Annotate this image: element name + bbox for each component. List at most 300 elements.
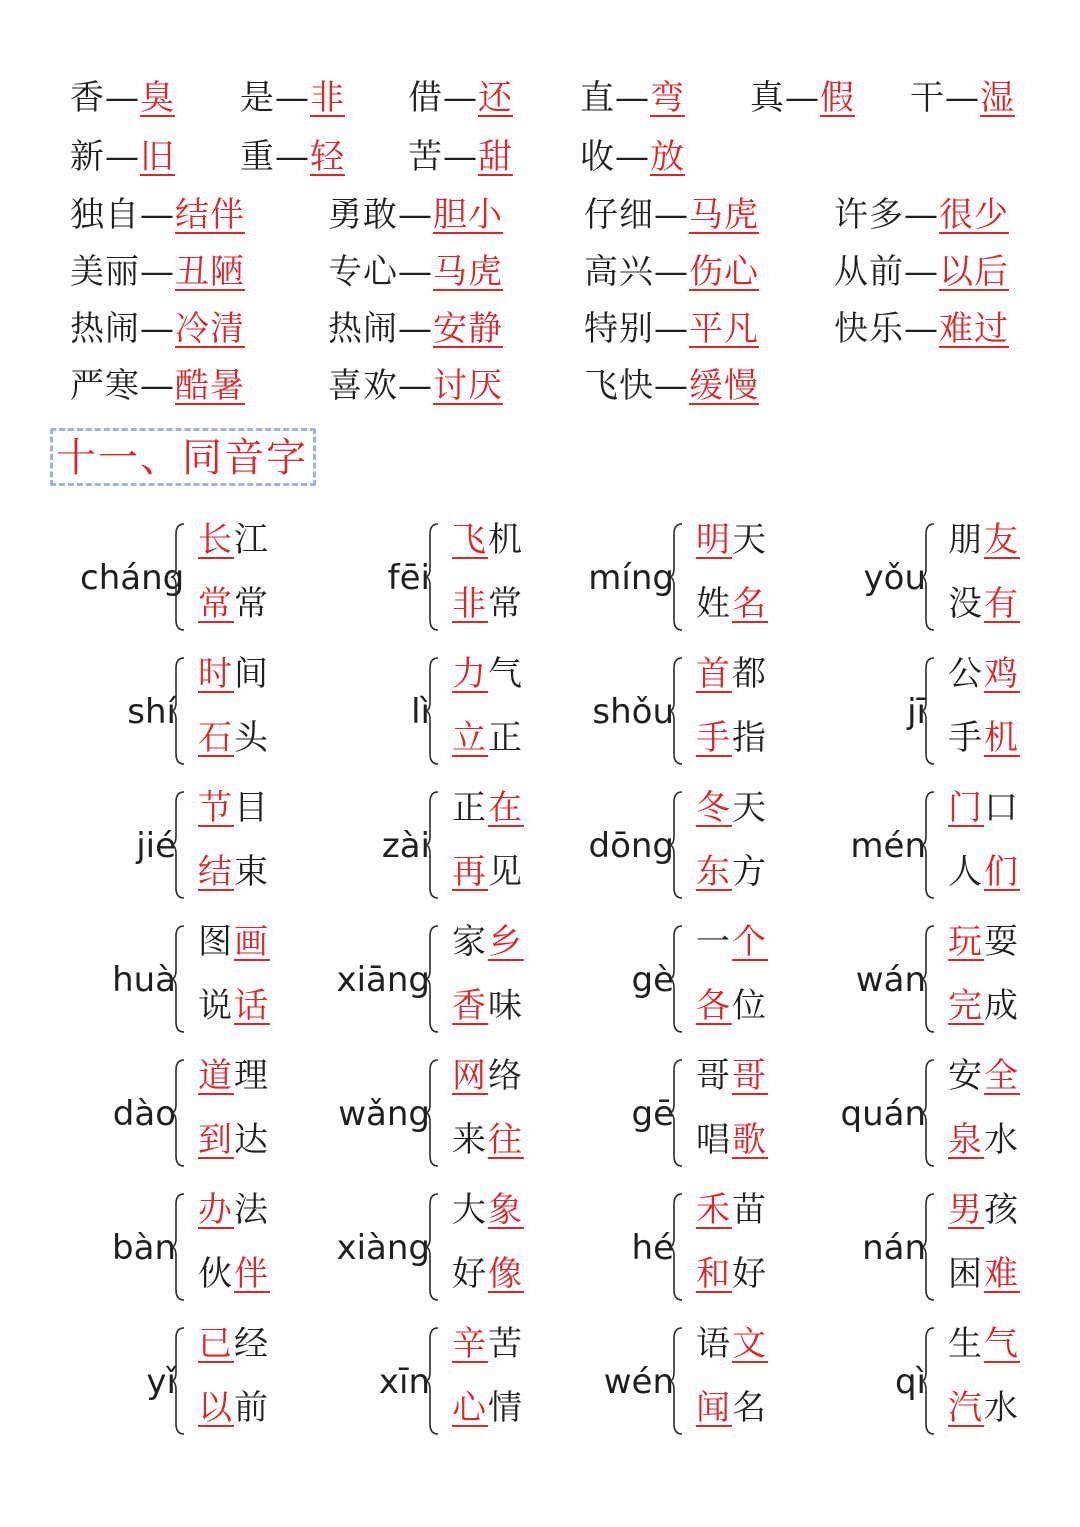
antonym-word: 高兴 bbox=[584, 252, 654, 292]
pinyin-label: hé bbox=[631, 1228, 674, 1268]
word-char-2: 理 bbox=[234, 1056, 270, 1096]
word-char-2: 正 bbox=[488, 718, 524, 758]
word-char-1: 冬 bbox=[696, 788, 732, 828]
antonym-dash: — bbox=[140, 309, 175, 349]
antonym-word: 重 bbox=[240, 137, 275, 177]
antonym-word: 从前 bbox=[834, 252, 904, 292]
word-char-2: 机 bbox=[488, 520, 524, 560]
homophone-group bbox=[578, 648, 848, 778]
antonym-dash: — bbox=[105, 78, 140, 118]
homophone-group bbox=[80, 514, 350, 644]
homophone-word bbox=[696, 986, 768, 1026]
pinyin-label: gē bbox=[631, 1094, 674, 1134]
brace bbox=[668, 1058, 684, 1168]
antonym-answer: 酷暑 bbox=[175, 366, 245, 406]
pinyin-label: shí bbox=[127, 692, 176, 732]
word-char-2: 口 bbox=[984, 788, 1020, 828]
homophone-word bbox=[948, 520, 1020, 560]
brace bbox=[424, 656, 440, 766]
antonym-dash: — bbox=[654, 309, 689, 349]
pinyin-label: fēi bbox=[387, 558, 430, 598]
antonym-dash: — bbox=[398, 309, 433, 349]
homophone-word bbox=[452, 986, 524, 1026]
homophone-word bbox=[948, 1190, 1020, 1230]
word-char-1: 泉 bbox=[948, 1120, 984, 1160]
antonym-dash: — bbox=[443, 137, 478, 177]
homophone-group bbox=[334, 782, 604, 912]
antonym-word: 勇敢 bbox=[328, 195, 398, 235]
antonym-word: 苦 bbox=[408, 137, 443, 177]
pinyin-label: wán bbox=[855, 960, 926, 1000]
homophone-group bbox=[830, 1050, 1080, 1180]
homophone-word bbox=[696, 922, 768, 962]
antonym-word: 借 bbox=[408, 78, 443, 118]
word-char-1: 结 bbox=[198, 852, 234, 892]
antonym-dash: — bbox=[398, 252, 433, 292]
homophone-group bbox=[830, 1184, 1080, 1314]
word-char-2: 江 bbox=[234, 520, 270, 560]
word-char-2: 鸡 bbox=[984, 654, 1020, 694]
word-char-1: 心 bbox=[452, 1388, 488, 1428]
word-char-1: 和 bbox=[696, 1254, 732, 1294]
antonym-dash: — bbox=[275, 137, 310, 177]
word-char-2: 苗 bbox=[732, 1190, 768, 1230]
antonym-word: 收 bbox=[580, 137, 615, 177]
homophone-group bbox=[830, 514, 1080, 644]
antonym-word: 特别 bbox=[584, 309, 654, 349]
antonym-word: 仔细 bbox=[584, 195, 654, 235]
pinyin-label: yǐ bbox=[146, 1362, 176, 1402]
word-char-1: 正 bbox=[452, 788, 488, 828]
homophone-word bbox=[198, 1388, 270, 1428]
homophone-word bbox=[948, 654, 1020, 694]
homophone-word bbox=[452, 718, 524, 758]
word-char-1: 困 bbox=[948, 1254, 984, 1294]
homophone-word bbox=[948, 852, 1020, 892]
word-char-2: 耍 bbox=[984, 922, 1020, 962]
homophone-word bbox=[948, 1254, 1020, 1294]
homophone-word bbox=[696, 1324, 768, 1364]
word-char-1: 香 bbox=[452, 986, 488, 1026]
pinyin-label: qì bbox=[894, 1362, 926, 1402]
antonym-word: 新 bbox=[70, 137, 105, 177]
word-char-2: 哥 bbox=[732, 1056, 768, 1096]
pinyin-label: lì bbox=[411, 692, 430, 732]
homophone-word bbox=[948, 1056, 1020, 1096]
antonym-word: 许多 bbox=[834, 195, 904, 235]
word-char-1: 立 bbox=[452, 718, 488, 758]
word-char-1: 办 bbox=[198, 1190, 234, 1230]
antonym-word: 直 bbox=[580, 78, 615, 118]
brace bbox=[920, 790, 936, 900]
antonym-dash: — bbox=[904, 252, 939, 292]
brace bbox=[170, 790, 186, 900]
brace bbox=[668, 522, 684, 632]
word-char-1: 飞 bbox=[452, 520, 488, 560]
antonym-word: 美丽 bbox=[70, 252, 140, 292]
antonym-pair bbox=[328, 252, 503, 292]
word-char-1: 门 bbox=[948, 788, 984, 828]
homophone-group bbox=[578, 1184, 848, 1314]
section-title: 十一、同音字 bbox=[56, 435, 308, 481]
brace bbox=[170, 1192, 186, 1302]
antonym-word: 是 bbox=[240, 78, 275, 118]
word-char-1: 道 bbox=[198, 1056, 234, 1096]
antonym-answer: 臭 bbox=[140, 78, 175, 118]
homophone-word bbox=[696, 1120, 768, 1160]
brace bbox=[170, 656, 186, 766]
homophone-group bbox=[80, 1050, 350, 1180]
word-char-1: 再 bbox=[452, 852, 488, 892]
word-char-2: 伴 bbox=[234, 1254, 270, 1294]
homophone-group bbox=[334, 1318, 604, 1448]
word-char-2: 常 bbox=[488, 584, 524, 624]
word-char-1: 生 bbox=[948, 1324, 984, 1364]
antonym-pair bbox=[580, 78, 685, 118]
homophone-word bbox=[948, 986, 1020, 1026]
word-char-1: 男 bbox=[948, 1190, 984, 1230]
word-char-2: 指 bbox=[732, 718, 768, 758]
word-char-2: 水 bbox=[984, 1120, 1020, 1160]
brace bbox=[920, 522, 936, 632]
antonym-pair bbox=[580, 137, 685, 177]
homophone-word bbox=[452, 520, 524, 560]
homophone-group bbox=[578, 1318, 848, 1448]
pinyin-label: xiāng bbox=[336, 960, 430, 1000]
homophone-word bbox=[948, 718, 1020, 758]
antonym-answer: 旧 bbox=[140, 137, 175, 177]
pinyin-label: bàn bbox=[112, 1228, 176, 1268]
homophone-word bbox=[452, 852, 524, 892]
homophone-word bbox=[948, 922, 1020, 962]
antonym-dash: — bbox=[654, 195, 689, 235]
antonym-pair bbox=[70, 309, 245, 349]
antonym-answer: 轻 bbox=[310, 137, 345, 177]
word-char-2: 气 bbox=[984, 1324, 1020, 1364]
word-char-1: 语 bbox=[696, 1324, 732, 1364]
antonym-dash: — bbox=[140, 195, 175, 235]
antonym-answer: 伤心 bbox=[689, 252, 759, 292]
word-char-2: 个 bbox=[732, 922, 768, 962]
antonym-answer: 放 bbox=[650, 137, 685, 177]
word-char-1: 一 bbox=[696, 922, 732, 962]
homophone-group bbox=[830, 1318, 1080, 1448]
word-char-1: 手 bbox=[948, 718, 984, 758]
homophone-word bbox=[452, 1388, 524, 1428]
antonym-word: 香 bbox=[70, 78, 105, 118]
homophone-group bbox=[334, 648, 604, 778]
homophone-word bbox=[696, 1056, 768, 1096]
antonym-dash: — bbox=[945, 78, 980, 118]
homophone-word bbox=[198, 1324, 270, 1364]
antonym-answer: 非 bbox=[310, 78, 345, 118]
word-char-2: 歌 bbox=[732, 1120, 768, 1160]
word-char-1: 已 bbox=[198, 1324, 234, 1364]
antonym-pair bbox=[328, 195, 503, 235]
word-char-2: 味 bbox=[488, 986, 524, 1026]
homophone-word bbox=[198, 1120, 270, 1160]
brace bbox=[920, 924, 936, 1034]
brace bbox=[668, 1326, 684, 1436]
word-char-1: 东 bbox=[696, 852, 732, 892]
pinyin-label: gè bbox=[631, 960, 674, 1000]
word-char-2: 束 bbox=[234, 852, 270, 892]
pinyin-label: zài bbox=[381, 826, 430, 866]
antonym-answer: 缓慢 bbox=[689, 366, 759, 406]
brace bbox=[424, 522, 440, 632]
brace bbox=[668, 656, 684, 766]
word-char-2: 名 bbox=[732, 584, 768, 624]
word-char-2: 全 bbox=[984, 1056, 1020, 1096]
antonym-pair bbox=[584, 309, 759, 349]
antonym-pair bbox=[834, 309, 1009, 349]
word-char-2: 气 bbox=[488, 654, 524, 694]
word-char-1: 首 bbox=[696, 654, 732, 694]
antonym-word: 真 bbox=[750, 78, 785, 118]
antonym-pair bbox=[584, 195, 759, 235]
homophone-word bbox=[948, 584, 1020, 624]
antonym-answer: 以后 bbox=[939, 252, 1009, 292]
word-char-1: 长 bbox=[198, 520, 234, 560]
word-char-2: 画 bbox=[234, 922, 270, 962]
antonym-word: 严寒 bbox=[70, 366, 140, 406]
homophone-word bbox=[452, 1120, 524, 1160]
homophone-word bbox=[452, 584, 524, 624]
word-char-1: 非 bbox=[452, 584, 488, 624]
homophone-group bbox=[334, 1184, 604, 1314]
word-char-2: 友 bbox=[984, 520, 1020, 560]
antonym-word: 专心 bbox=[328, 252, 398, 292]
homophone-word bbox=[452, 1056, 524, 1096]
word-char-1: 各 bbox=[696, 986, 732, 1026]
word-char-1: 伙 bbox=[198, 1254, 234, 1294]
pinyin-label: yǒu bbox=[863, 558, 926, 598]
brace bbox=[170, 1058, 186, 1168]
word-char-1: 大 bbox=[452, 1190, 488, 1230]
word-char-2: 目 bbox=[234, 788, 270, 828]
antonym-pair bbox=[70, 252, 245, 292]
brace bbox=[424, 1058, 440, 1168]
antonym-dash: — bbox=[275, 78, 310, 118]
word-char-1: 以 bbox=[198, 1388, 234, 1428]
antonym-word: 飞快 bbox=[584, 366, 654, 406]
word-char-1: 图 bbox=[198, 922, 234, 962]
antonym-pair bbox=[584, 252, 759, 292]
word-char-1: 家 bbox=[452, 922, 488, 962]
word-char-1: 说 bbox=[198, 986, 234, 1026]
antonym-pair bbox=[834, 252, 1009, 292]
word-char-2: 好 bbox=[732, 1254, 768, 1294]
homophone-word bbox=[198, 788, 270, 828]
brace bbox=[170, 522, 186, 632]
homophone-word bbox=[696, 718, 768, 758]
brace bbox=[424, 1192, 440, 1302]
antonym-answer: 冷清 bbox=[175, 309, 245, 349]
homophone-word bbox=[948, 1324, 1020, 1364]
word-char-1: 节 bbox=[198, 788, 234, 828]
brace bbox=[170, 924, 186, 1034]
homophone-group bbox=[80, 782, 350, 912]
word-char-2: 苦 bbox=[488, 1324, 524, 1364]
word-char-1: 好 bbox=[452, 1254, 488, 1294]
antonym-dash: — bbox=[615, 137, 650, 177]
brace bbox=[920, 1058, 936, 1168]
homophone-word bbox=[696, 852, 768, 892]
word-char-2: 水 bbox=[984, 1388, 1020, 1428]
brace bbox=[920, 1192, 936, 1302]
word-char-2: 文 bbox=[732, 1324, 768, 1364]
homophone-word bbox=[198, 718, 270, 758]
word-char-1: 玩 bbox=[948, 922, 984, 962]
word-char-2: 方 bbox=[732, 852, 768, 892]
homophone-group bbox=[830, 916, 1080, 1046]
pinyin-label: xīn bbox=[378, 1362, 430, 1402]
word-char-2: 都 bbox=[732, 654, 768, 694]
antonym-answer: 胆小 bbox=[433, 195, 503, 235]
pinyin-label: xiàng bbox=[336, 1228, 430, 1268]
antonym-pair bbox=[70, 195, 245, 235]
homophone-word bbox=[696, 654, 768, 694]
word-char-1: 网 bbox=[452, 1056, 488, 1096]
antonym-pair bbox=[584, 366, 759, 406]
homophone-group bbox=[578, 514, 848, 644]
homophone-word bbox=[198, 584, 270, 624]
word-char-2: 头 bbox=[234, 718, 270, 758]
homophone-group bbox=[334, 1050, 604, 1180]
word-char-2: 见 bbox=[488, 852, 524, 892]
word-char-1: 来 bbox=[452, 1120, 488, 1160]
antonym-pair bbox=[70, 366, 245, 406]
word-char-1: 力 bbox=[452, 654, 488, 694]
word-char-1: 禾 bbox=[696, 1190, 732, 1230]
word-char-2: 名 bbox=[732, 1388, 768, 1428]
word-char-2: 经 bbox=[234, 1324, 270, 1364]
antonym-pair bbox=[70, 137, 175, 177]
word-char-1: 到 bbox=[198, 1120, 234, 1160]
antonym-dash: — bbox=[443, 78, 478, 118]
antonym-dash: — bbox=[785, 78, 820, 118]
homophone-word bbox=[452, 654, 524, 694]
pinyin-label: quán bbox=[840, 1094, 926, 1134]
word-char-2: 有 bbox=[984, 584, 1020, 624]
word-char-1: 完 bbox=[948, 986, 984, 1026]
antonym-answer: 难过 bbox=[939, 309, 1009, 349]
homophone-group bbox=[80, 1318, 350, 1448]
homophone-word bbox=[948, 1120, 1020, 1160]
word-char-2: 话 bbox=[234, 986, 270, 1026]
word-char-2: 乡 bbox=[488, 922, 524, 962]
pinyin-label: jī bbox=[907, 692, 926, 732]
homophone-word bbox=[452, 1254, 524, 1294]
word-char-1: 姓 bbox=[696, 584, 732, 624]
word-char-2: 们 bbox=[984, 852, 1020, 892]
homophone-word bbox=[696, 520, 768, 560]
antonym-pair bbox=[240, 137, 345, 177]
homophone-word bbox=[198, 654, 270, 694]
homophone-group bbox=[830, 648, 1080, 778]
antonym-word: 热闹 bbox=[328, 309, 398, 349]
pinyin-label: wǎng bbox=[338, 1094, 430, 1134]
word-char-2: 间 bbox=[234, 654, 270, 694]
pinyin-label: wén bbox=[603, 1362, 674, 1402]
antonym-word: 独自 bbox=[70, 195, 140, 235]
word-char-1: 朋 bbox=[948, 520, 984, 560]
antonym-dash: — bbox=[140, 252, 175, 292]
word-char-2: 情 bbox=[488, 1388, 524, 1428]
word-char-1: 没 bbox=[948, 584, 984, 624]
antonym-pair bbox=[408, 137, 513, 177]
antonym-word: 喜欢 bbox=[328, 366, 398, 406]
pinyin-label: cháng bbox=[80, 558, 185, 598]
antonym-word: 快乐 bbox=[834, 309, 904, 349]
antonym-answer: 马虎 bbox=[689, 195, 759, 235]
brace bbox=[424, 790, 440, 900]
word-char-1: 手 bbox=[696, 718, 732, 758]
homophone-word bbox=[452, 788, 524, 828]
antonym-dash: — bbox=[398, 366, 433, 406]
homophone-word bbox=[452, 1324, 524, 1364]
homophone-word bbox=[198, 986, 270, 1026]
antonym-answer: 安静 bbox=[433, 309, 503, 349]
word-char-1: 人 bbox=[948, 852, 984, 892]
homophone-word bbox=[696, 584, 768, 624]
antonym-pair bbox=[750, 78, 855, 118]
word-char-1: 唱 bbox=[696, 1120, 732, 1160]
homophone-word bbox=[696, 1190, 768, 1230]
word-char-2: 天 bbox=[732, 520, 768, 560]
homophone-group bbox=[830, 782, 1080, 912]
word-char-1: 哥 bbox=[696, 1056, 732, 1096]
antonym-answer: 假 bbox=[820, 78, 855, 118]
word-char-2: 孩 bbox=[984, 1190, 1020, 1230]
word-char-1: 汽 bbox=[948, 1388, 984, 1428]
antonym-dash: — bbox=[654, 252, 689, 292]
homophone-word bbox=[198, 852, 270, 892]
word-char-2: 在 bbox=[488, 788, 524, 828]
pinyin-label: mén bbox=[850, 826, 926, 866]
pinyin-label: huà bbox=[112, 960, 176, 1000]
homophone-word bbox=[696, 1388, 768, 1428]
brace bbox=[920, 656, 936, 766]
homophone-word bbox=[198, 1190, 270, 1230]
antonym-dash: — bbox=[140, 366, 175, 406]
homophone-group bbox=[80, 648, 350, 778]
antonym-answer: 讨厌 bbox=[433, 366, 503, 406]
antonym-answer: 平凡 bbox=[689, 309, 759, 349]
homophone-word bbox=[198, 520, 270, 560]
word-char-2: 法 bbox=[234, 1190, 270, 1230]
homophone-word bbox=[948, 1388, 1020, 1428]
word-char-2: 机 bbox=[984, 718, 1020, 758]
antonym-dash: — bbox=[615, 78, 650, 118]
pinyin-label: nán bbox=[862, 1228, 926, 1268]
brace bbox=[424, 1326, 440, 1436]
antonym-pair bbox=[910, 78, 1015, 118]
word-char-1: 石 bbox=[198, 718, 234, 758]
antonym-answer: 马虎 bbox=[433, 252, 503, 292]
homophone-word bbox=[696, 1254, 768, 1294]
pinyin-label: dào bbox=[112, 1094, 176, 1134]
word-char-2: 常 bbox=[234, 584, 270, 624]
antonym-answer: 甜 bbox=[478, 137, 513, 177]
word-char-2: 象 bbox=[488, 1190, 524, 1230]
word-char-1: 时 bbox=[198, 654, 234, 694]
antonym-pair bbox=[70, 78, 175, 118]
antonym-dash: — bbox=[904, 195, 939, 235]
homophone-word bbox=[452, 922, 524, 962]
antonym-section bbox=[0, 0, 1080, 420]
word-char-2: 达 bbox=[234, 1120, 270, 1160]
